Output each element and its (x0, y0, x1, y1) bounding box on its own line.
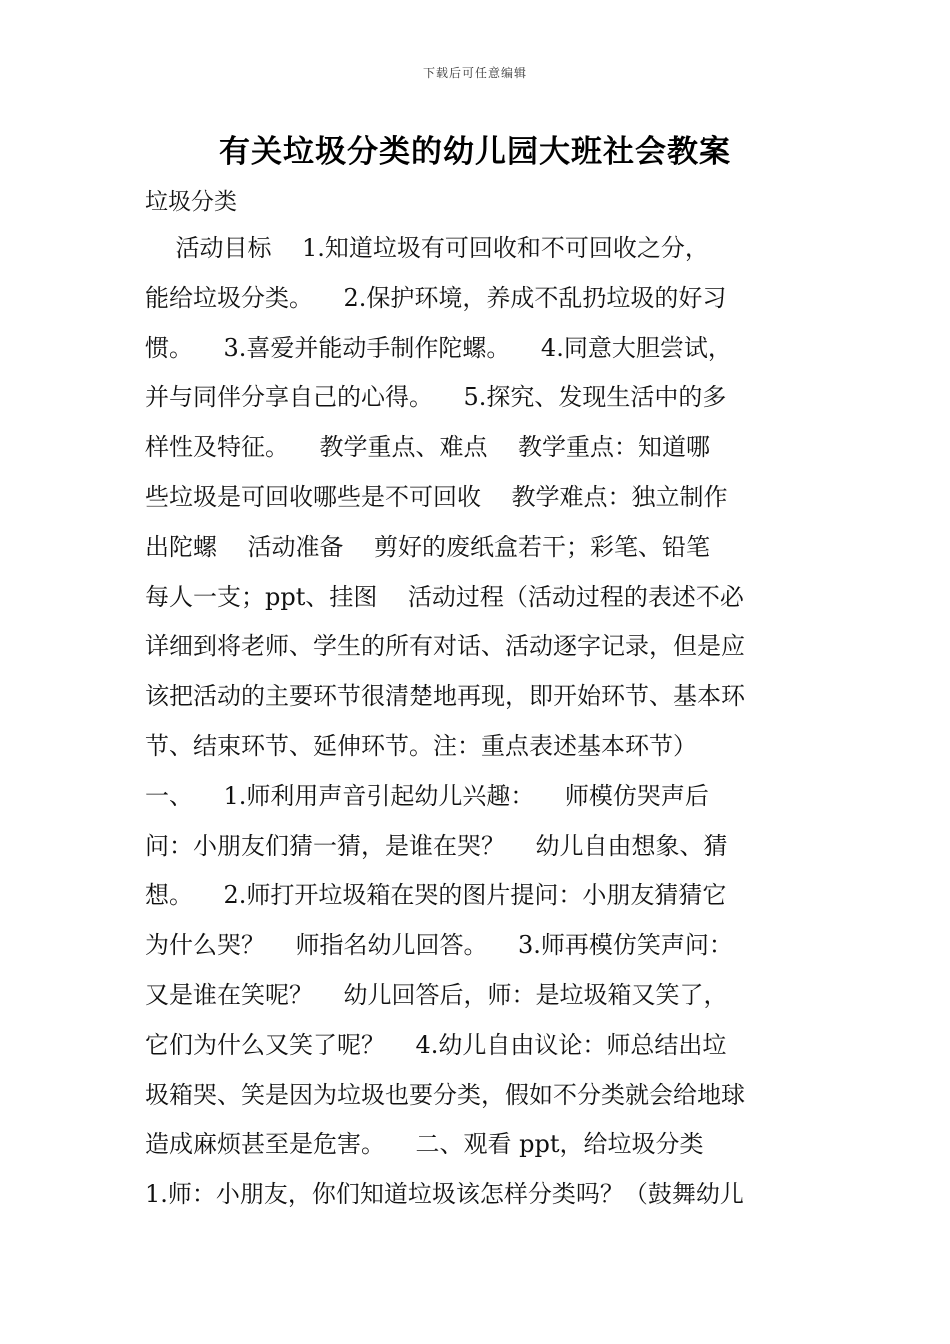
body-line: 出陀螺 活动准备 剪好的废纸盒若干；彩笔、铅笔 (145, 532, 711, 561)
body-line: 些垃圾是可回收哪些是不可回收 教学难点：独立制作 (145, 482, 728, 511)
body-line: 问：小朋友们猜一猜，是谁在哭？ 幼儿自由想象、猜 (145, 831, 728, 860)
body-line: 详细到将老师、学生的所有对话、活动逐字记录，但是应 (145, 632, 745, 661)
body-line: 该把活动的主要环节很清楚地再现，即开始环节、基本环 (145, 682, 745, 711)
document-subtitle: 垃圾分类 (145, 189, 237, 215)
body-text (145, 224, 835, 1220)
document-title: 有关垃圾分类的幼儿园大班社会教案 (219, 134, 731, 170)
body-line: 能给垃圾分类。 2.保护环境，养成不乱扔垃圾的好习 (145, 283, 727, 312)
body-line: 样性及特征。 教学重点、难点 教学重点：知道哪 (145, 433, 711, 462)
body-line: 造成麻烦甚至是危害。 二、观看 ppt，给垃圾分类 (145, 1130, 704, 1159)
body-line: 又是谁在笑呢？ 幼儿回答后，师：是垃圾箱又笑了， (145, 980, 728, 1009)
body-line: 1.师：小朋友，你们知道垃圾该怎样分类吗？（鼓舞幼儿 (145, 1180, 744, 1209)
body-line: 活动目标 1.知道垃圾有可回收和不可回收之分， (145, 234, 709, 262)
body-line: 为什么哭？ 师指名幼儿回答。 3.师再模仿笑声问： (145, 931, 733, 960)
body-line: 想。 2.师打开垃圾箱在哭的图片提问：小朋友猜猜它 (145, 881, 727, 910)
body-line: 惯。 3.喜爱并能动手制作陀螺。 4.同意大胆尝试， (145, 333, 732, 362)
body-line: 它们为什么又笑了呢？ 4.幼儿自由议论：师总结出垃 (145, 1030, 727, 1059)
body-line: 每人一支；ppt、挂图 活动过程（活动过程的表述不必 (145, 582, 744, 611)
body-line: 一、 1.师利用声音引起幼儿兴趣： 师模仿哭声后 (145, 781, 709, 810)
body-line: 并与同伴分享自己的心得。 5.探究、发现生活中的多 (145, 383, 727, 412)
body-line: 节、结束环节、延伸环节。注：重点表述基本环节） (145, 731, 697, 760)
header-note: 下载后可任意编辑 (422, 66, 527, 80)
body-line: 圾箱哭、笑是因为垃圾也要分类，假如不分类就会给地球 (145, 1080, 745, 1109)
